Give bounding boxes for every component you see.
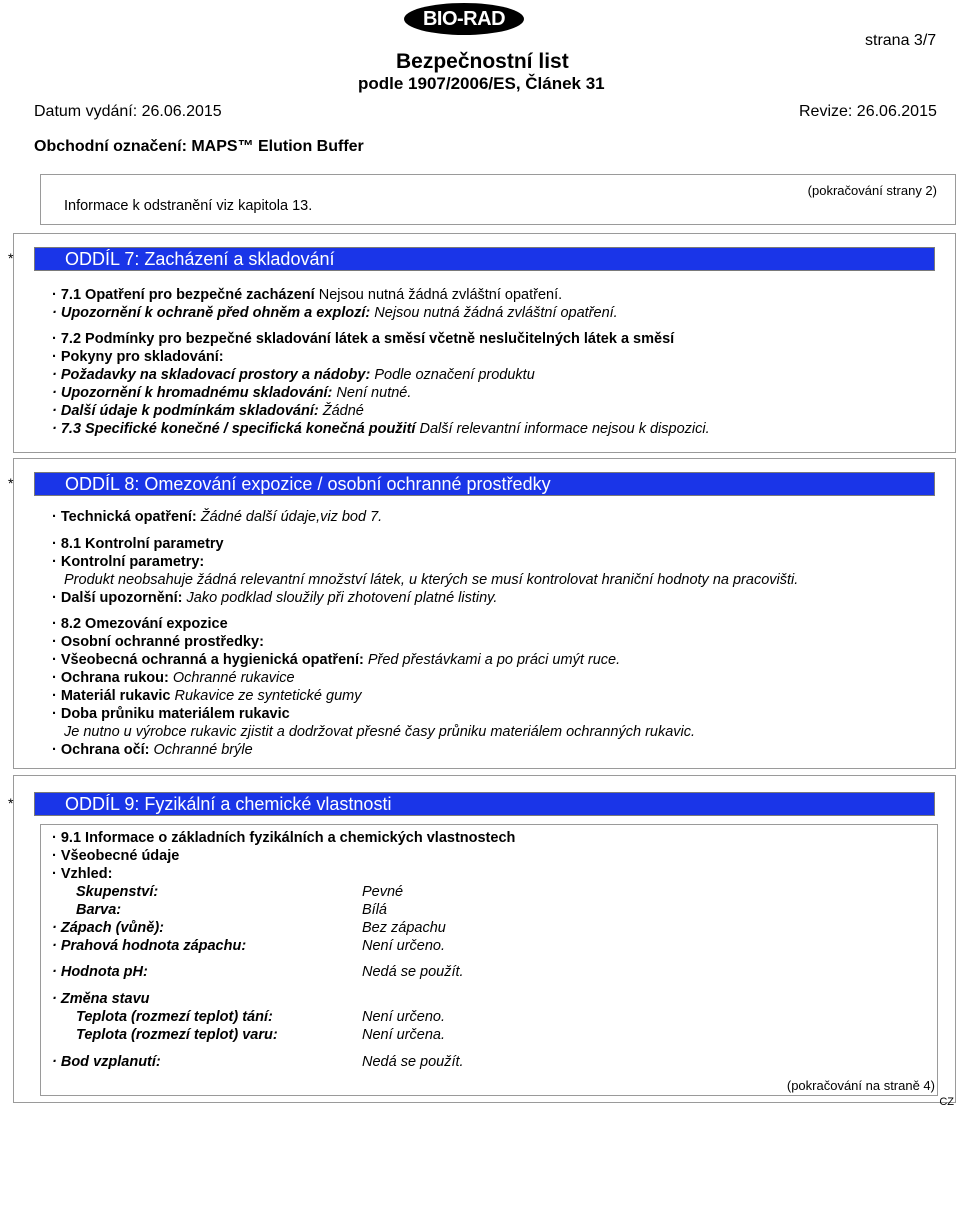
line: · Ochrana rukou: Ochranné rukavice xyxy=(52,670,295,686)
line: Je nutno u výrobce rukavic zjistit a dodržovat přesné časy průniku materiálem ochranných rukavic. xyxy=(64,724,696,740)
continuation-box xyxy=(40,174,956,225)
line: · Kontrolní parametry: xyxy=(52,554,205,570)
property-label: Skupenství: xyxy=(76,884,159,900)
page-number: strana 3/7 xyxy=(865,32,937,49)
document-title: Bezpečnostní list xyxy=(396,50,569,73)
document-subtitle: podle 1907/2006/ES, Článek 31 xyxy=(358,74,605,93)
line: · Všeobecné údaje xyxy=(52,848,180,864)
property-label: · Bod vzplanutí: xyxy=(52,1054,161,1070)
section-8-title: ODDÍL 8: Omezování expozice / osobní ochranné prostředky xyxy=(65,474,551,494)
line: · 7.1 Opatření pro bezpečné zacházení Nejsou nutná žádná zvláštní opatření. xyxy=(52,287,563,303)
section-7-header xyxy=(34,247,935,271)
property-label: Teplota (rozmezí teplot) tání: xyxy=(76,1009,273,1025)
property-label: · Změna stavu xyxy=(52,991,150,1007)
line: · Všeobecná ochranná a hygienická opatření: Před přestávkami a po práci umýt ruce. xyxy=(52,652,621,668)
line: · Upozornění k ochraně před ohněm a explozí: Nejsou nutná žádná zvláštní opatření. xyxy=(52,305,618,321)
section-9-title: ODDÍL 9: Fyzikální a chemické vlastnosti xyxy=(65,794,392,814)
property-value: Nedá se použít. xyxy=(362,1054,464,1070)
section-7-title: ODDÍL 7: Zacházení a skladování xyxy=(65,249,335,269)
properties-box xyxy=(40,824,938,1096)
line: · Vzhled: xyxy=(52,866,113,882)
line: · Materiál rukavic Rukavice ze syntetické gumy xyxy=(52,688,362,704)
property-label: Teplota (rozmezí teplot) varu: xyxy=(76,1027,278,1043)
line: · 7.3 Specifické konečné / specifická konečná použití Další relevantní informace nejsou k dispozici. xyxy=(52,421,710,437)
property-label: Barva: xyxy=(76,902,122,918)
property-label: · Hodnota pH: xyxy=(52,964,148,980)
line: · Pokyny pro skladování: xyxy=(52,349,224,365)
property-label: · Zápach (vůně): xyxy=(52,920,164,936)
line: · Další upozornění: Jako podklad sloužily při zhotovení platné listiny. xyxy=(52,590,498,606)
line: · 8.2 Omezování expozice xyxy=(52,616,228,632)
bio-rad-logo: BIO-RAD xyxy=(404,3,524,35)
property-value: Není určeno. xyxy=(362,938,446,954)
property-label: · Prahová hodnota zápachu: xyxy=(52,938,247,954)
line: · Další údaje k podmínkám skladování: Žádné xyxy=(52,403,364,419)
continuation-next: (pokračování na straně 4) xyxy=(786,1078,935,1093)
property-value: Pevné xyxy=(362,884,404,900)
change-marker: * xyxy=(8,795,14,811)
line: · 7.2 Podmínky pro bezpečné skladování látek a směsí včetně neslučitelných látek a směsí xyxy=(52,331,675,347)
continuation-from: (pokračování strany 2) xyxy=(807,183,937,198)
line: · Osobní ochranné prostředky: xyxy=(52,634,264,650)
property-value: Není určeno. xyxy=(362,1009,446,1025)
line: · 9.1 Informace o základních fyzikálních a chemických vlastnostech xyxy=(52,830,516,846)
change-marker: * xyxy=(8,250,14,266)
line: · Upozornění k hromadnému skladování: Není nutné. xyxy=(52,385,412,401)
property-value: Bez zápachu xyxy=(362,920,446,936)
property-value: Bílá xyxy=(362,902,387,918)
line: · Ochrana očí: Ochranné brýle xyxy=(52,742,253,758)
language-code: CZ xyxy=(939,1096,954,1108)
line: Produkt neobsahuje žádná relevantní množství látek, u kterých se musí kontrolovat hraniční hodnoty na pracovišti. xyxy=(64,572,799,588)
property-value: Nedá se použít. xyxy=(362,964,464,980)
line: · Technická opatření: Žádné další údaje,viz bod 7. xyxy=(52,509,383,525)
line: · Doba průniku materiálem rukavic xyxy=(52,706,290,722)
line: · Požadavky na skladovací prostory a nádoby: Podle označení produktu xyxy=(52,367,535,383)
trade-name: Obchodní označení: MAPS™ Elution Buffer xyxy=(34,138,364,155)
section-8-box xyxy=(13,458,956,769)
revision-date: Revize: 26.06.2015 xyxy=(799,103,937,120)
change-marker: * xyxy=(8,475,14,491)
line: · 8.1 Kontrolní parametry xyxy=(52,536,224,552)
section-8-header xyxy=(34,472,935,496)
disposal-note: Informace k odstranění viz kapitola 13. xyxy=(64,198,313,214)
issue-date: Datum vydání: 26.06.2015 xyxy=(34,103,222,120)
property-value: Není určena. xyxy=(362,1027,446,1043)
section-9-header xyxy=(34,792,935,816)
